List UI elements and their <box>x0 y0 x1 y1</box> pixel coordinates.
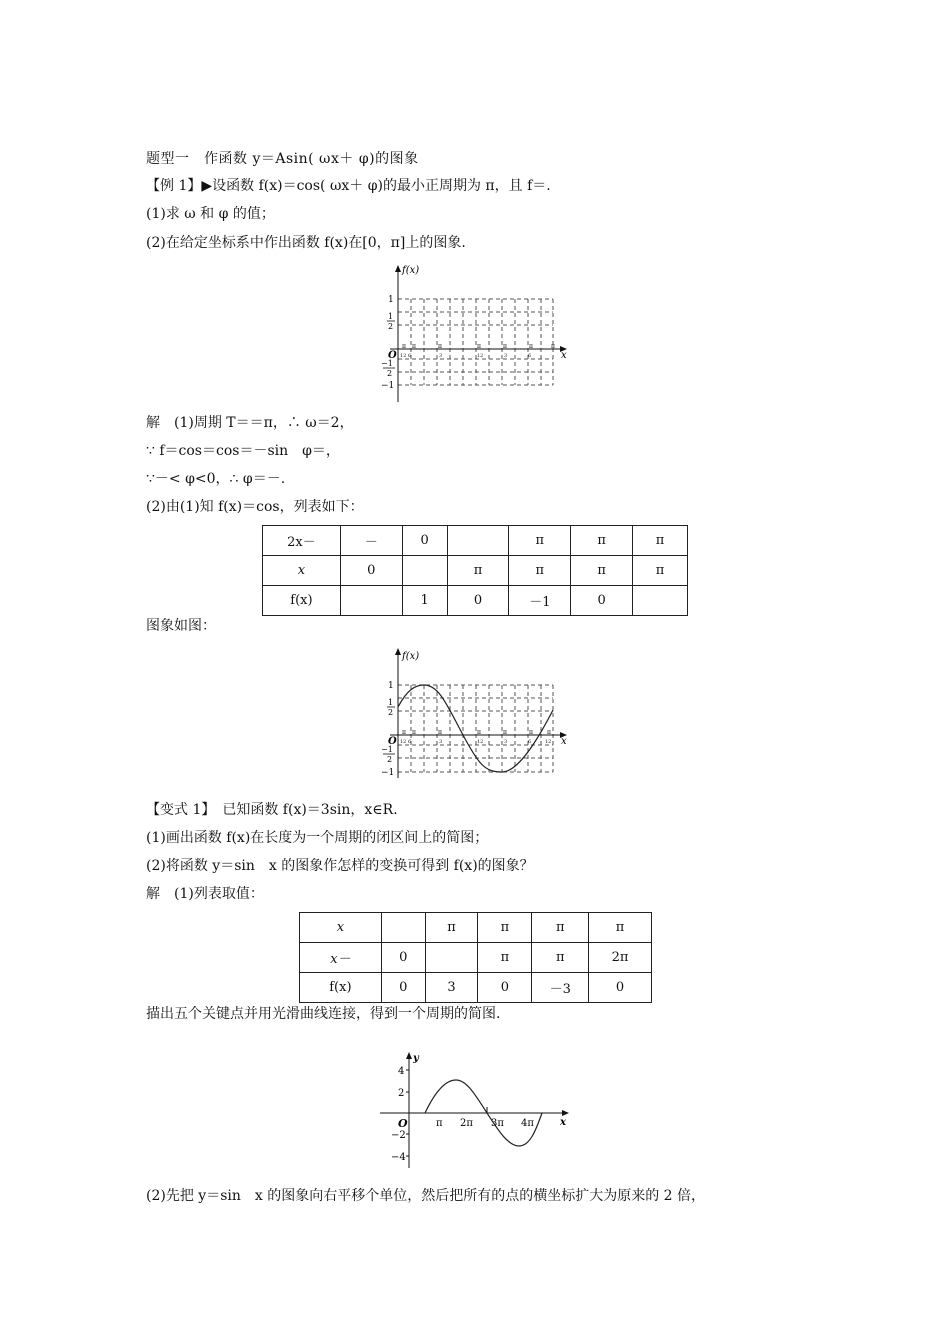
svg-text:3: 3 <box>439 739 443 745</box>
table-cell: 3 <box>425 973 478 1003</box>
table-row <box>300 973 652 1003</box>
table-cell: x <box>263 556 341 586</box>
table-cell <box>381 913 425 943</box>
variant1-question-2: (2)将函数 y＝sin x 的图象作怎样的变换可得到 f(x)的图象？ <box>146 858 534 874</box>
graph1-x-axis-label: x <box>561 350 567 361</box>
graph3-ytick-neg2: −2 <box>391 1130 406 1141</box>
graph3-ytick-2: 2 <box>398 1088 405 1099</box>
table-cell: π <box>509 556 571 586</box>
table-cell: π <box>478 943 532 973</box>
graph2-ytick-half-num: 1 <box>388 698 394 707</box>
table-row <box>300 943 652 973</box>
table-cell <box>633 586 688 616</box>
table-cell <box>425 943 478 973</box>
graph3-sine-plot <box>362 1050 577 1170</box>
graph1-xtick-3: π <box>438 343 442 350</box>
graph1-xtick-6: π <box>529 343 533 350</box>
table-cell: －3 <box>532 973 589 1003</box>
svg-text:π: π <box>438 729 442 736</box>
table-cell: 0 <box>402 526 447 556</box>
table-cell <box>402 556 447 586</box>
table-cell: π <box>425 913 478 943</box>
table-row <box>263 556 688 586</box>
svg-text:6: 6 <box>408 739 412 745</box>
graph1-origin-label: O <box>388 350 397 361</box>
graph3-xtick-2pi: 2π <box>460 1118 473 1129</box>
section-title: 题型一 作函数 y＝Asin( ωx＋ φ)的图象 <box>146 151 419 167</box>
graph2-cosine-plot <box>355 645 575 780</box>
table-cell: π <box>633 526 688 556</box>
solution1-value-table <box>262 525 688 616</box>
table-cell: 0 <box>381 943 425 973</box>
graph1-ytick-neg-half-num: −1 <box>381 359 393 368</box>
graph1-xtick-5: π <box>503 343 507 350</box>
variant1-last-line: (2)先把 y＝sin x 的图象向右平移个单位，然后把所有的点的横坐标扩大为原来的 2 倍， <box>146 1188 706 1204</box>
variant1-title: 【变式 1】 已知函数 f(x)＝3sin，x∈R. <box>146 802 398 818</box>
table-cell <box>340 586 402 616</box>
table-cell: x <box>300 913 382 943</box>
graph1-xtick-2: π <box>412 343 416 350</box>
table-cell: π <box>478 913 532 943</box>
graph1-y-axis-label: f(x) <box>402 265 420 276</box>
table-cell: π <box>633 556 688 586</box>
graph3-ytick-neg4: −4 <box>391 1152 406 1163</box>
example1-question-2: (2)在给定坐标系中作出函数 f(x)在[0，π]上的图象. <box>146 235 466 251</box>
graph2-ytick-neg-half-num: −1 <box>381 745 393 754</box>
solution1-line-4: (2)由(1)知 f(x)＝cos，列表如下： <box>146 499 364 515</box>
graph2-ytick-half-den: 2 <box>388 708 394 717</box>
table-cell: π <box>532 913 589 943</box>
graph1-xtick-4: π <box>477 343 481 350</box>
svg-text:3: 3 <box>504 739 508 745</box>
graph1-xtick-7: π <box>551 343 555 350</box>
graph3-xtick-3pi: 3π <box>491 1118 504 1129</box>
graph1-ytick-1: 1 <box>388 295 394 305</box>
svg-text:12: 12 <box>400 353 407 359</box>
graph2-origin-label: O <box>388 736 397 747</box>
svg-text:π: π <box>477 729 481 736</box>
variant1-solution-line-1: 解 (1)列表取值： <box>146 886 264 902</box>
svg-text:3: 3 <box>439 353 443 359</box>
table-cell: π <box>571 526 633 556</box>
graph2-ytick-neg-half-den: 2 <box>387 755 393 764</box>
table-cell: π <box>571 556 633 586</box>
graph1-ytick-half-num: 1 <box>388 312 394 321</box>
table-cell: 2π <box>589 943 652 973</box>
graph1-coordinate-grid <box>355 262 575 407</box>
example1-question-1: (1)求 ω 和 φ 的值； <box>146 206 275 222</box>
table-row <box>300 913 652 943</box>
variant1-question-1: (1)画出函数 f(x)在长度为一个周期的闭区间上的简图； <box>146 830 489 846</box>
graph2-ytick-1: 1 <box>388 681 394 691</box>
example1-title: 【例 1】▶设函数 f(x)＝cos( ωx＋ φ)的最小正周期为 π，且 f＝. <box>146 178 551 194</box>
table-cell: π <box>589 913 652 943</box>
graph3-y-axis-label: y <box>413 1053 419 1064</box>
graph2-x-axis-label: x <box>561 736 567 747</box>
table-cell: 0 <box>340 556 402 586</box>
graph3-xtick-pi: π <box>436 1118 443 1129</box>
table-cell: 0 <box>478 973 532 1003</box>
graph3-ytick-4: 4 <box>398 1066 405 1077</box>
table-cell: f(x) <box>263 586 341 616</box>
graph3-origin-label: O <box>398 1117 408 1130</box>
graph1-ytick-neg1: −1 <box>381 381 395 391</box>
table-cell: f(x) <box>300 973 382 1003</box>
table-cell: 0 <box>381 973 425 1003</box>
graph3-xtick-4pi: 4π <box>521 1118 534 1129</box>
table-cell <box>447 526 509 556</box>
solution1-line-1: 解 (1)周期 T＝＝π，∴ ω＝2， <box>146 415 354 431</box>
table-cell: 0 <box>447 586 509 616</box>
table-cell: 1 <box>402 586 447 616</box>
graph1-ytick-half-den: 2 <box>388 322 394 331</box>
table-cell: π <box>447 556 509 586</box>
graph2-ytick-neg1: −1 <box>381 768 395 778</box>
table-row <box>263 586 688 616</box>
svg-text:12: 12 <box>545 739 552 745</box>
solution1-figure-caption: 图象如图： <box>146 618 216 634</box>
svg-text:6: 6 <box>528 739 532 745</box>
table-cell: π <box>532 943 589 973</box>
svg-text:6: 6 <box>528 353 532 359</box>
table-cell: 0 <box>571 586 633 616</box>
graph3-x-axis-label: x <box>560 1117 566 1128</box>
graph1-xtick-1: π <box>402 343 406 350</box>
svg-text:12: 12 <box>400 739 407 745</box>
svg-text:12: 12 <box>477 353 484 359</box>
solution1-line-3: ∵－< φ<0，∴ φ＝－. <box>146 471 286 487</box>
svg-text:3: 3 <box>504 353 508 359</box>
svg-text:π: π <box>402 729 406 736</box>
svg-text:π: π <box>412 729 416 736</box>
svg-text:π: π <box>529 729 533 736</box>
variant1-value-table <box>299 912 652 1003</box>
table-cell: π <box>509 526 571 556</box>
table-cell: －1 <box>509 586 571 616</box>
svg-text:π: π <box>547 729 551 736</box>
variant1-after-table: 描出五个关键点并用光滑曲线连接，得到一个周期的简图. <box>146 1006 501 1022</box>
graph1-ytick-neg-half-den: 2 <box>387 369 393 378</box>
table-cell: 0 <box>589 973 652 1003</box>
table-cell: － <box>340 526 402 556</box>
table-row <box>263 526 688 556</box>
solution1-line-2: ∵ f＝cos＝cos＝－sin φ＝， <box>146 443 340 459</box>
table-cell: x－ <box>300 943 382 973</box>
svg-text:π: π <box>503 729 507 736</box>
graph2-y-axis-label: f(x) <box>402 651 420 662</box>
table-cell: 2x－ <box>263 526 341 556</box>
svg-text:12: 12 <box>477 739 484 745</box>
svg-text:6: 6 <box>408 353 412 359</box>
